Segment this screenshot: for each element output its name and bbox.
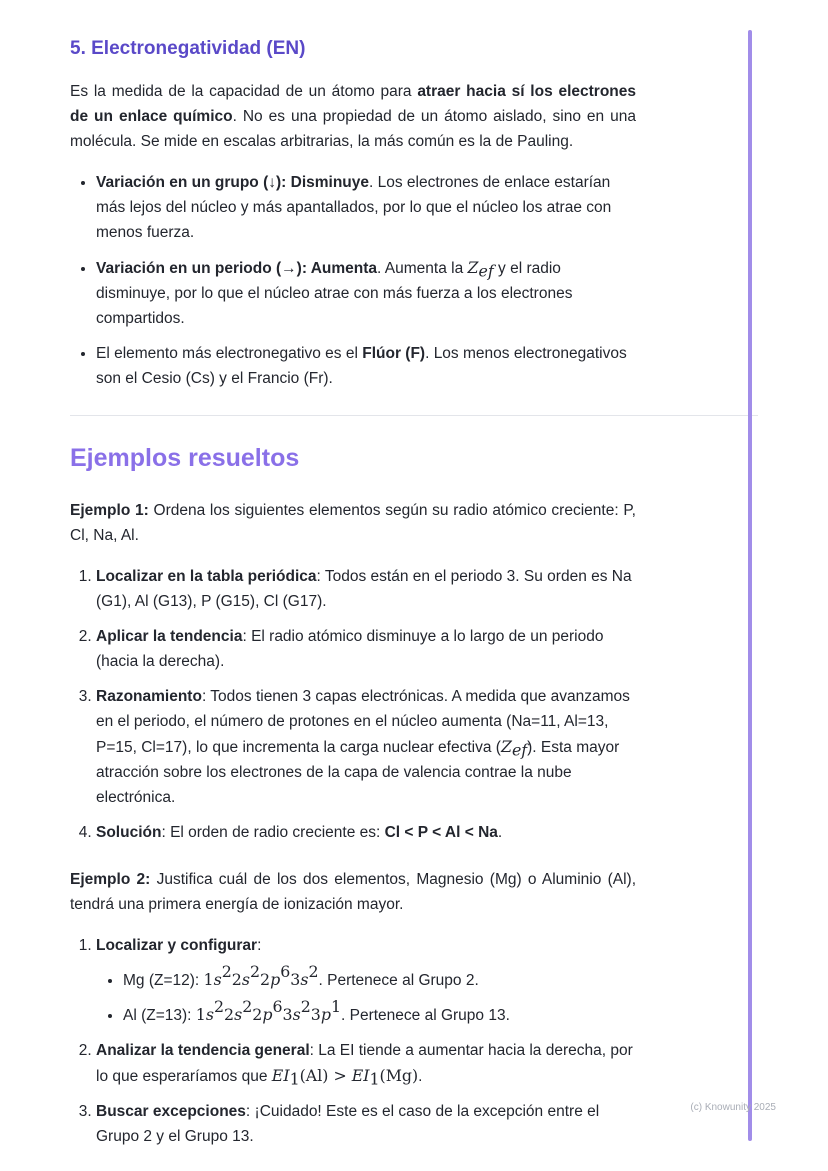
math-text-run: s: [205, 1005, 214, 1024]
math-text-run: 1: [330, 997, 341, 1017]
math-text-run: 1: [195, 1005, 206, 1024]
list-item-text: [96, 1103, 599, 1145]
text-run: Ejemplo 2:: [70, 871, 151, 888]
math-text-run: 2: [252, 1005, 263, 1024]
math-text-run: 6: [280, 962, 291, 982]
text-run: Buscar excepciones: [96, 1103, 246, 1120]
math-text-run: 2: [221, 962, 232, 982]
math-text-run: s: [300, 970, 309, 989]
list-item: [96, 341, 636, 391]
section-divider: [70, 415, 758, 416]
text-run: . No es una propiedad de un átomo aislado, sino en una molécula. Se mide en escalas arbitrarias, la más común es la de Pauling.: [70, 108, 636, 150]
text-run: Solución: [96, 824, 162, 841]
text-run: Mg (Z=12):: [123, 972, 204, 989]
math-text-run: s: [234, 1005, 243, 1024]
math-text-run: EI: [351, 1066, 370, 1085]
text-run: . Los menos electronegativos son el Cesio (Cs) y el Francio (Fr).: [96, 345, 627, 387]
page-edge-accent-line: [748, 30, 752, 1141]
math-text-run: 3: [310, 1005, 321, 1024]
math-text-run: 3: [282, 1005, 293, 1024]
section-heading-ejemplos-resueltos: Ejemplos resueltos: [70, 444, 300, 472]
text-run: Justifica cuál de los dos elementos, Magnesio (Mg) o Aluminio (Al), tendrá una primera energía de ionización mayor.: [70, 871, 636, 913]
list-item: [96, 1038, 636, 1089]
example1-steps-list: [70, 564, 636, 845]
text-run: Es la medida de la capacidad de un átomo para: [70, 83, 418, 100]
list-item: [96, 820, 636, 845]
section-heading-electronegatividad: 5. Electronegatividad (EN): [70, 38, 306, 59]
example2-intro-paragraph: [70, 867, 636, 917]
electronegatividad-intro-paragraph: [70, 79, 636, 154]
copyright-credit: (c) Knowunity 2025: [690, 1102, 776, 1113]
math-text-run: 3: [290, 970, 301, 989]
math-text-run: p: [270, 970, 281, 989]
text-run: : La EI tiende a aumentar hacia la derecha, por lo que esperaríamos que: [96, 1042, 633, 1085]
text-run: Localizar en la tabla periódica: [96, 568, 317, 585]
math-text-run: ef: [478, 261, 494, 281]
text-run: ). Esta mayor atracción sobre los electrones de la capa de valencia contrae la nube electrónica.: [96, 739, 620, 806]
text-run: . Pertenece al Grupo 13.: [341, 1007, 510, 1024]
list-item-text: [96, 628, 603, 670]
list-item: [96, 255, 636, 331]
math-text-run: ef: [511, 740, 528, 760]
text-run: Flúor (F): [362, 345, 426, 362]
math-text-run: 2: [231, 970, 242, 989]
text-run: .: [497, 824, 503, 841]
text-run: Cl < P < Al < Na: [384, 824, 498, 841]
list-item-text: [123, 962, 479, 989]
list-item: [96, 170, 636, 245]
math-text-run: 2: [260, 970, 271, 989]
math-text-run: 1: [369, 1069, 380, 1089]
math-text-run: s: [213, 970, 222, 989]
list-item-text: [96, 824, 502, 841]
list-item-text: [96, 688, 630, 806]
math-text-run: EI: [271, 1066, 290, 1085]
list-item: [96, 1099, 636, 1149]
example1-intro-paragraph: [70, 498, 636, 548]
text-run: Ejemplo 1:: [70, 502, 149, 519]
text-run: Razonamiento: [96, 688, 202, 705]
text-run: . Los electrones de enlace estarían más lejos del núcleo y más apantallados, por lo que el núcleo los atrae con menos fuerza.: [96, 174, 612, 241]
text-run: Aplicar la tendencia: [96, 628, 243, 645]
list-item: [96, 684, 636, 810]
text-run: . Pertenece al Grupo 2.: [318, 972, 479, 989]
math-text-run: 6: [272, 997, 283, 1017]
math-text-run: 2: [213, 997, 225, 1017]
math-text-run: s: [292, 1005, 301, 1024]
example2-steps-list: [70, 933, 636, 1149]
electronegatividad-bullet-list: [70, 170, 636, 391]
math-text-run: 2: [249, 962, 261, 982]
list-item: [123, 962, 636, 993]
text-run: :: [257, 937, 262, 954]
math-text-run: s: [241, 970, 250, 989]
math-text-run: 1: [203, 970, 214, 989]
sub-bullet-list: [96, 962, 636, 1028]
list-item-text: [96, 568, 632, 610]
list-item-text: [96, 345, 627, 387]
text-run: El elemento más electronegativo es el: [96, 345, 363, 362]
math-text-run: >: [328, 1066, 352, 1085]
text-run: y el radio disminuye, por lo que el núcleo atrae con más fuerza a los electrones compartidos.: [96, 260, 573, 327]
list-item-text: [96, 174, 611, 241]
text-run: : Todos están en el periodo 3. Su orden es Na (G1), Al (G13), P (G15), Cl (G17).: [96, 568, 632, 610]
text-run: Variación en un grupo (↓): Disminuye: [96, 174, 370, 191]
list-item: [123, 997, 636, 1028]
text-run: : El radio atómico disminuye a lo largo de un periodo (hacia la derecha).: [96, 628, 604, 670]
math-text-run: 2: [242, 997, 253, 1017]
text-run: Localizar y configurar: [96, 937, 258, 954]
list-item: [96, 564, 636, 614]
text-run: . Aumenta la: [377, 260, 468, 277]
math-text-run: p: [262, 1005, 273, 1024]
text-run: : El orden de radio creciente es:: [161, 824, 385, 841]
math-text-run: Z: [500, 737, 512, 756]
math-text-run: 2: [224, 1005, 235, 1024]
list-item-text: [96, 260, 572, 327]
math-text-run: 2: [300, 997, 311, 1017]
math-text-run: (Al): [299, 1066, 329, 1085]
notes-content: [70, 36, 758, 1159]
text-run: Analizar la tendencia general: [96, 1042, 310, 1059]
text-run: Variación en un periodo (→): Aumenta: [96, 260, 378, 277]
text-run: Ordena los siguientes elementos según su radio atómico creciente: P, Cl, Na, Al.: [70, 502, 636, 544]
list-item-text: [96, 937, 261, 954]
text-run: : ¡Cuidado! Este es el caso de la excepción entre el Grupo 2 y el Grupo 13.: [96, 1103, 600, 1145]
math-text-run: (Mg): [379, 1066, 419, 1085]
list-item: [96, 624, 636, 674]
list-item-text: [123, 997, 510, 1024]
text-run: atraer hacia sí los electrones de un enlace químico: [70, 83, 636, 125]
math-text-run: p: [320, 1005, 331, 1024]
list-item: [96, 933, 636, 1028]
text-run: .: [418, 1068, 423, 1085]
math-text-run: 2: [308, 962, 319, 982]
list-item-text: [96, 1042, 633, 1089]
text-run: Al (Z=13):: [123, 1007, 196, 1024]
math-text-run: Z: [467, 258, 479, 277]
math-text-run: 1: [289, 1069, 300, 1089]
text-run: : Todos tienen 3 capas electrónicas. A medida que avanzamos en el periodo, el número de protones en el núcleo aumenta (Na=11, Al=13, P=15, Cl=17), lo que incrementa la carga nuclear efectiva (: [96, 688, 630, 756]
